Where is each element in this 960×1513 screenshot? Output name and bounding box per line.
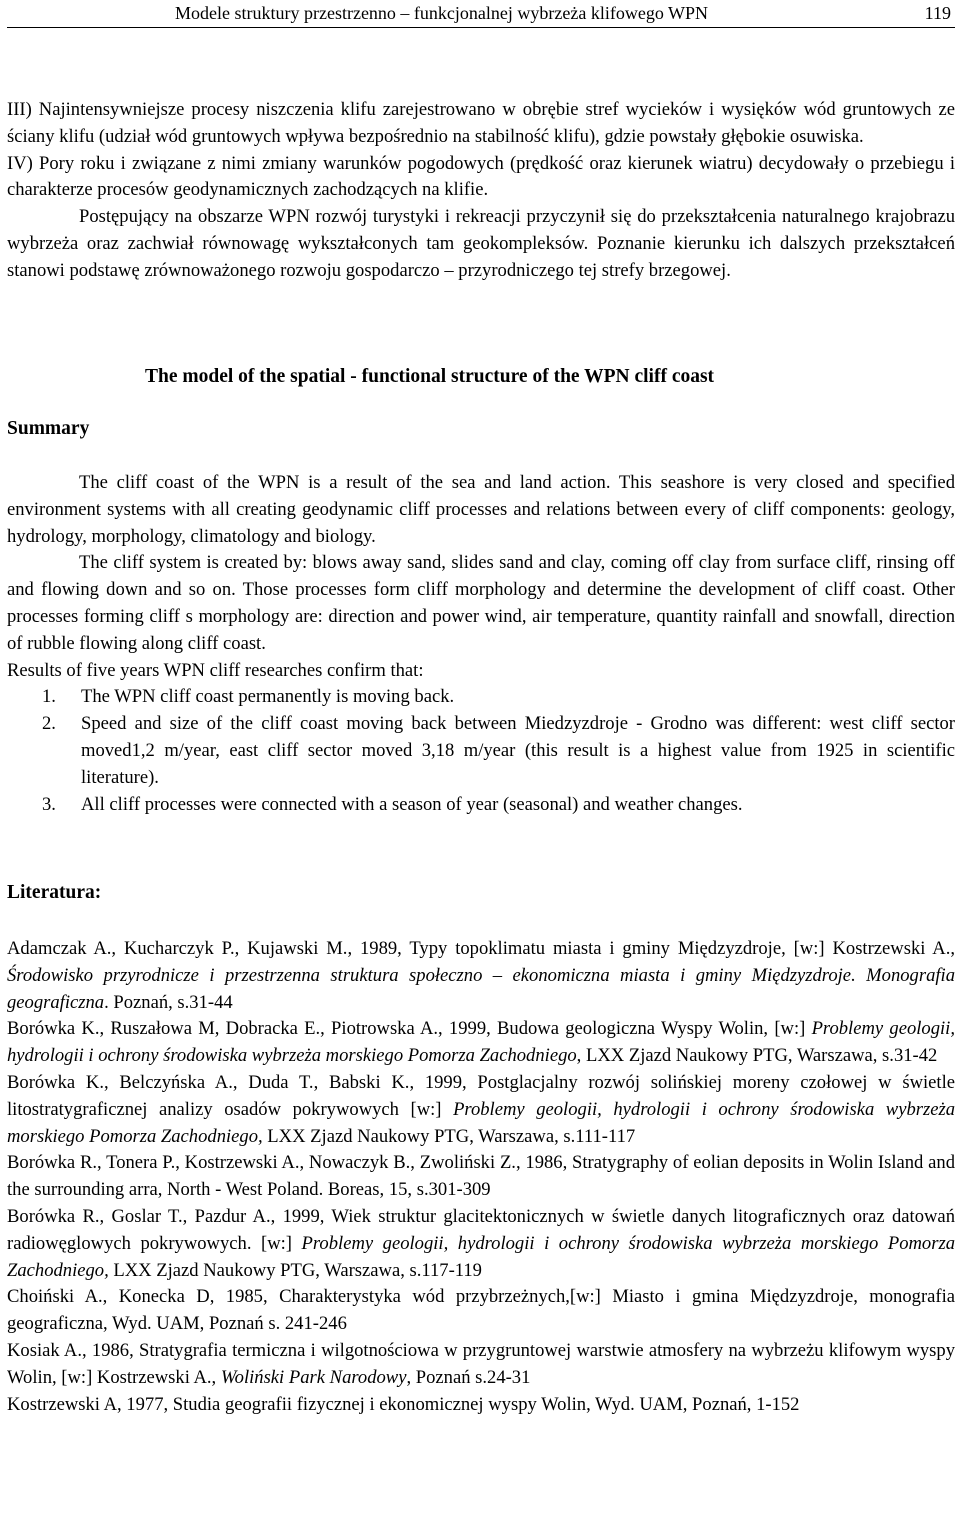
list-number: 1. bbox=[42, 686, 56, 708]
summary-section bbox=[7, 470, 955, 818]
ref-text: . Poznań, s.31-44 bbox=[104, 991, 233, 1013]
list-item bbox=[7, 792, 955, 819]
references-list bbox=[7, 936, 955, 1418]
conclusion-4: IV) Pory roku i związane z nimi zmiany warunków pogodowych (prędkość oraz kierunek wiatru) decydowały o przebiegu i charakterze procesów geodynamicznych zachodzących na klifie. bbox=[7, 152, 955, 201]
reference-item bbox=[7, 1338, 955, 1392]
running-title: Modele struktury przestrzenno – funkcjonalnej wybrzeża klifowego WPN bbox=[175, 3, 709, 23]
list-text: All cliff processes were connected with a season of year (seasonal) and weather changes. bbox=[81, 793, 743, 815]
reference-item bbox=[7, 1070, 955, 1150]
list-number: 3. bbox=[42, 793, 56, 815]
list-item bbox=[7, 684, 955, 711]
reference-item bbox=[7, 936, 955, 1016]
ref-text: LXX Zjazd Naukowy PTG, Warszawa, s.117-119 bbox=[108, 1259, 482, 1281]
ref-text: Kostrzewski A, 1977, Studia geografii fizycznej i ekonomicznej wyspy Wolin, Wyd. UAM, Poznań, 1-152 bbox=[7, 1393, 800, 1415]
list-item bbox=[7, 711, 955, 791]
ref-title-italic: Problemy geologii, hydrologii i ochrony środowiska wybrzeża morskiego Pomorza Zachodniego, bbox=[7, 1232, 956, 1281]
reference-item bbox=[7, 1392, 955, 1419]
ref-text: Kosiak A., 1986, Stratygrafia termiczna i wilgotnościowa w przygruntowej warstwie atmosfery na wybrzeżu klifowym wyspy Wolin, [w:] Kostrzewski A., bbox=[7, 1339, 955, 1388]
ref-text: Choiński A., Konecka D, 1985, Charakterystyka wód przybrzeżnych,[w:] Miasto i gmina Międzyzdroje, monografia geograficzna, Wyd. UAM, Poznań s. 241-246 bbox=[7, 1286, 955, 1335]
summary-heading: Summary bbox=[7, 418, 90, 439]
ref-title-italic: Problemy geologii, hydrologii i ochrony środowiska wybrzeża morskiego Pomorza Zachodniego bbox=[7, 1018, 955, 1067]
reference-item bbox=[7, 1016, 955, 1070]
ref-text: Borówka K., Ruszałowa M, Dobracka E., Piotrowska A., 1999, Budowa geologiczna Wyspy Wolin, [w:] bbox=[7, 1018, 812, 1040]
reference-item bbox=[7, 1284, 955, 1338]
conclusions-section bbox=[7, 97, 955, 285]
reference-item bbox=[7, 1204, 955, 1284]
summary-paragraph-2: The cliff system is created by: blows away sand, slides sand and clay, coming off clay from surface cliff, rinsing off and flowing down and so on. Those processes form cliff morphology and determine the development of cliff coast. Other processes forming cliff s morphology are: direction and power wind, air temperature, quantity rainfall and snowfall, direction of rubble flowing along cliff coast. bbox=[7, 552, 955, 654]
list-number: 2. bbox=[42, 713, 56, 735]
reference-item bbox=[7, 1150, 955, 1204]
conclusion-paragraph: Postępujący na obszarze WPN rozwój turystyki i rekreacji przyczynił się do przekształcenia naturalnego krajobrazu wybrzeża oraz zachwiał równowagę wykształconych tam geokompleksów. Poznanie kierunku ich dalszych przekształceń stanowi podstawę zrównoważonego rozwoju gospodarczo – przyrodniczego tej strefy brzegowej. bbox=[7, 206, 955, 281]
ref-text: Borówka R., Tonera P., Kostrzewski A., Nowaczyk B., Zwoliński Z., 1986, Stratygraphy of eolian deposits in Wolin Island and the surrounding arra, North - West Poland. Boreas, 15, s.301-309 bbox=[7, 1152, 955, 1201]
page-number: 119 bbox=[924, 3, 951, 23]
ref-text: Borówka R., Goslar T., Pazdur A., 1999, Wiek struktur glacitektonicznych w świetle danych litograficznych oraz datowań radiowęglowych pokrywowych. [w:] bbox=[7, 1205, 955, 1254]
list-text: The WPN cliff coast permanently is moving back. bbox=[81, 686, 455, 708]
ref-text: , LXX Zjazd Naukowy PTG, Warszawa, s.31-42 bbox=[576, 1045, 938, 1067]
ref-text: Borówka K., Belczyńska A., Duda T., Babski K., 1999, Postglacjalny rozwój solińskiej moreny czołowej w świetle litostratygraficznej analizy osadów pokrywowych [w:] bbox=[7, 1071, 955, 1120]
english-title: The model of the spatial - functional structure of the WPN cliff coast bbox=[145, 366, 715, 387]
summary-paragraph-1: The cliff coast of the WPN is a result of the sea and land action. This seashore is very closed and specified environment systems with all creating geodynamic cliff processes and relations between every of cliff components: geology, hydrology, morphology, climatology and biology. bbox=[7, 472, 955, 547]
header-rule bbox=[7, 27, 955, 28]
ref-title-italic: Środowisko przyrodnicze i przestrzenna struktura społeczno – ekonomiczna miasta i gminy Międzyzdroje. Monografia geograficzna bbox=[7, 964, 955, 1013]
results-list bbox=[7, 684, 955, 818]
literature-heading: Literatura: bbox=[7, 882, 102, 903]
ref-text: Adamczak A., Kucharczyk P., Kujawski M., 1989, Typy topoklimatu miasta i gminy Międzyzdroje, [w:] Kostrzewski A., bbox=[7, 938, 955, 959]
list-text: Speed and size of the cliff coast moving back between Miedzyzdroje - Grodno was different: west cliff sector moved1,2 m/year, east cliff sector moved 3,18 m/year (this result is a highest value from 1925 in scientific literature). bbox=[81, 713, 955, 788]
page-header bbox=[7, 0, 955, 30]
ref-title-italic: Woliński Park Narodowy bbox=[220, 1366, 407, 1388]
ref-text: , Poznań s.24-31 bbox=[406, 1366, 531, 1388]
results-intro: Results of five years WPN cliff researches confirm that: bbox=[7, 659, 424, 681]
conclusion-3: III) Najintensywniejsze procesy niszczenia klifu zarejestrowano w obrębie stref wycieków i wysięków wód gruntowych ze ściany klifu (udział wód gruntowych wpływa bezpośrednio na stabilność klifu), gdzie powstały głębokie osuwiska. bbox=[7, 99, 955, 147]
ref-title-italic: Problemy geologii, hydrologii i ochrony środowiska wybrzeża morskiego Pomorza Zachodniego, bbox=[7, 1098, 956, 1147]
ref-text: LXX Zjazd Naukowy PTG, Warszawa, s.111-117 bbox=[262, 1125, 636, 1147]
